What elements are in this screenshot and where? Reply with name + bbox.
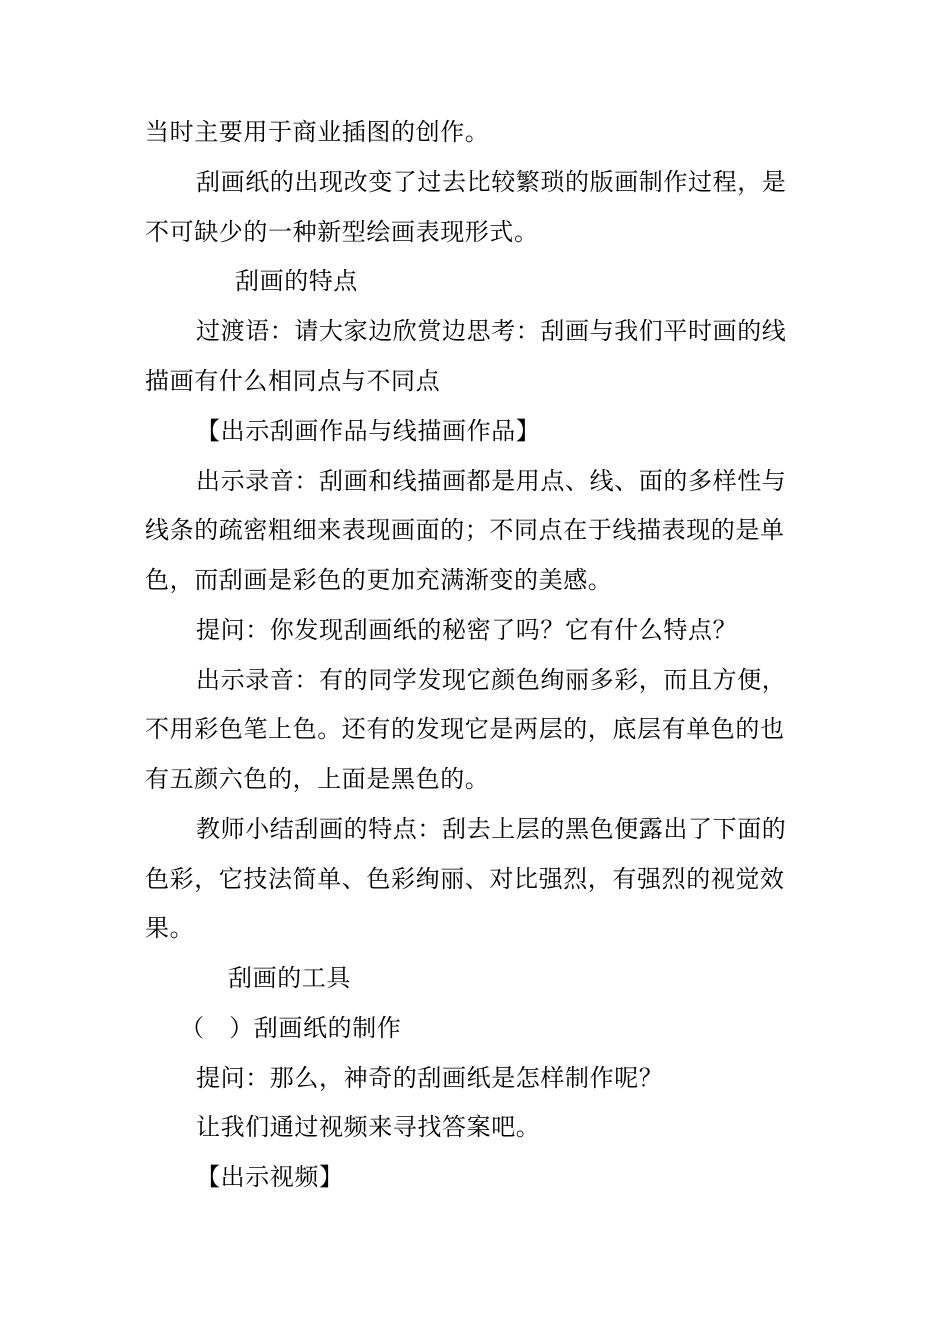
paragraph-line: 【出示视频】 bbox=[196, 1163, 344, 1191]
paragraph-line: 果。 bbox=[145, 914, 195, 942]
paragraph-line: 线条的疏密粗细来表现画面的；不同点在于线描表现的是单 bbox=[145, 516, 785, 544]
paragraph-line: 【出示刮画作品与线描画作品】 bbox=[196, 417, 541, 445]
paragraph-line: 刮画纸的出现改变了过去比较繁琐的版画制作过程，是 bbox=[196, 168, 787, 196]
paragraph-line: 提问：你发现刮画纸的秘密了吗？它有什么特点？ bbox=[196, 616, 738, 644]
paragraph-line: 教师小结刮画的特点：刮去上层的黑色便露出了下面的 bbox=[196, 815, 787, 843]
section-heading: 刮画的特点 bbox=[235, 267, 358, 295]
paragraph-line: 出示录音：刮画和线描画都是用点、线、面的多样性与 bbox=[196, 467, 787, 495]
paragraph-line: 色彩，它技法简单、色彩绚丽、对比强烈，有强烈的视觉效 bbox=[145, 865, 785, 893]
subsection-heading: （ ）刮画纸的制作 bbox=[180, 1014, 402, 1042]
paragraph-line: 出示录音：有的同学发现它颜色绚丽多彩，而且方便， bbox=[196, 666, 787, 694]
section-heading: 刮画的工具 bbox=[228, 964, 351, 992]
paragraph-line: 过渡语：请大家边欣赏边思考：刮画与我们平时画的线 bbox=[196, 317, 787, 345]
paragraph-line: 描画有什么相同点与不同点 bbox=[145, 367, 441, 395]
paragraph-line: 当时主要用于商业插图的创作。 bbox=[145, 118, 490, 146]
paragraph-line: 不用彩色笔上色。还有的发现它是两层的，底层有单色的也 bbox=[145, 715, 785, 743]
paragraph-line: 提问：那么，神奇的刮画纸是怎样制作呢？ bbox=[196, 1064, 664, 1092]
paragraph-line: 有五颜六色的，上面是黑色的。 bbox=[145, 765, 490, 793]
paragraph-line: 不可缺少的一种新型绘画表现形式。 bbox=[145, 218, 539, 246]
paragraph-line: 让我们通过视频来寻找答案吧。 bbox=[196, 1113, 541, 1141]
paragraph-line: 色，而刮画是彩色的更加充满渐变的美感。 bbox=[145, 566, 613, 594]
